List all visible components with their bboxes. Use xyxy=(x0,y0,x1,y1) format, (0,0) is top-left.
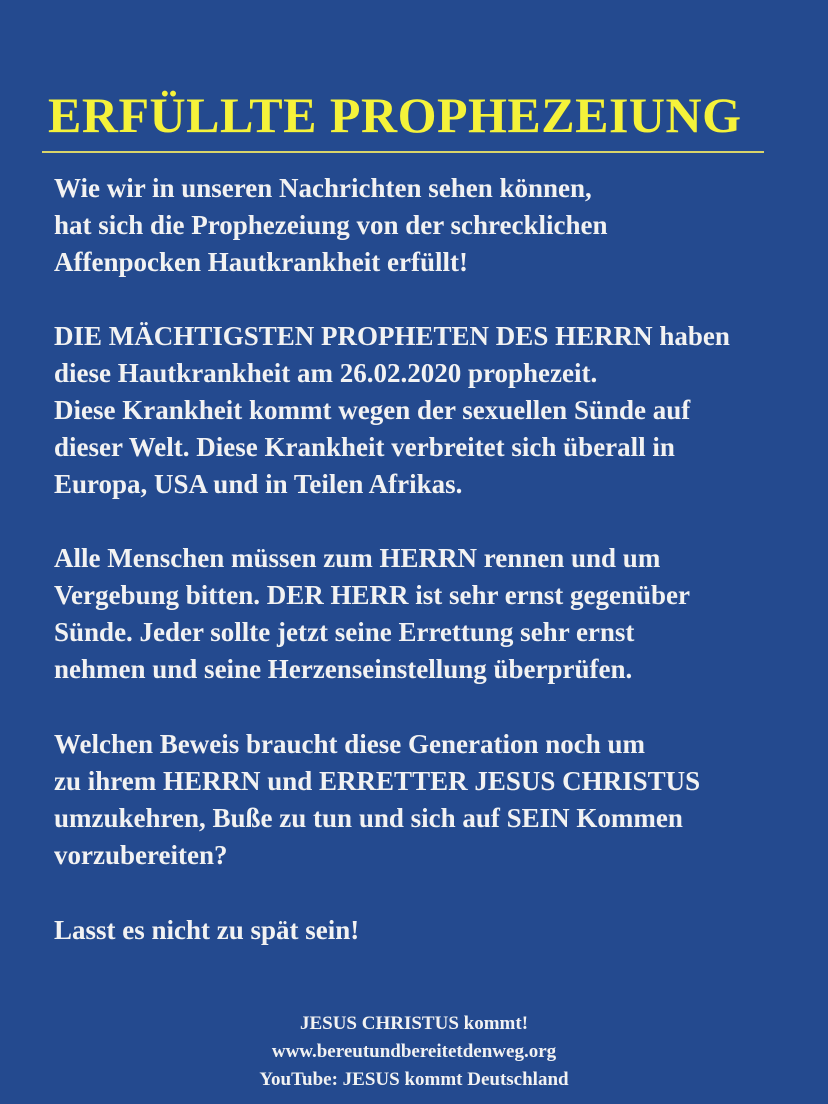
paragraph-line: diese Hautkrankheit am 26.02.2020 prophezeit. xyxy=(54,358,598,388)
footer-website: www.bereutundbereitetdenweg.org xyxy=(271,1041,557,1062)
paragraph-line: Affenpocken Hautkrankheit erfüllt! xyxy=(54,247,468,277)
paragraph-line: hat sich die Prophezeiung von der schrecklichen xyxy=(54,210,608,240)
paragraph-line: Diese Krankheit kommt wegen der sexuellen Sünde auf xyxy=(54,395,691,425)
paragraph-repentance xyxy=(54,540,794,688)
paragraph-line: Sünde. Jeder sollte jetzt seine Errettung sehr ernst xyxy=(54,617,635,647)
paragraph-line: Alle Menschen müssen zum HERRN rennen und um xyxy=(54,543,661,573)
title-divider xyxy=(42,151,764,153)
paragraph-prophets xyxy=(54,318,794,503)
paragraph-news-fulfilled xyxy=(54,170,794,281)
paragraph-closing xyxy=(54,912,794,949)
footer-youtube: YouTube: JESUS kommt Deutschland xyxy=(259,1069,569,1090)
paragraph-line: dieser Welt. Diese Krankheit verbreitet sich überall in xyxy=(54,432,675,462)
paragraph-line: Lasst es nicht zu spät sein! xyxy=(54,915,360,945)
footer-slogan: JESUS CHRISTUS kommt! xyxy=(299,1013,529,1034)
paragraph-line: Wie wir in unseren Nachrichten sehen können, xyxy=(54,173,592,203)
paragraph-line: umzukehren, Buße zu tun und sich auf SEIN Kommen xyxy=(54,803,683,833)
paragraph-line: vorzubereiten? xyxy=(54,840,228,870)
paragraph-line: Vergebung bitten. DER HERR ist sehr ernst gegenüber xyxy=(54,580,691,610)
footer xyxy=(0,1010,828,1094)
paragraph-line: Europa, USA und in Teilen Afrikas. xyxy=(54,469,463,499)
paragraph-line: zu ihrem HERRN und ERRETTER JESUS CHRISTUS xyxy=(54,766,701,796)
paragraph-line: nehmen und seine Herzenseinstellung überprüfen. xyxy=(54,654,633,684)
poster-title: ERFÜLLTE PROPHEZEIUNG xyxy=(48,87,742,143)
paragraph-question xyxy=(54,726,794,874)
paragraph-line: Welchen Beweis braucht diese Generation noch um xyxy=(54,729,645,759)
paragraph-line: DIE MÄCHTIGSTEN PROPHETEN DES HERRN haben xyxy=(54,321,730,351)
